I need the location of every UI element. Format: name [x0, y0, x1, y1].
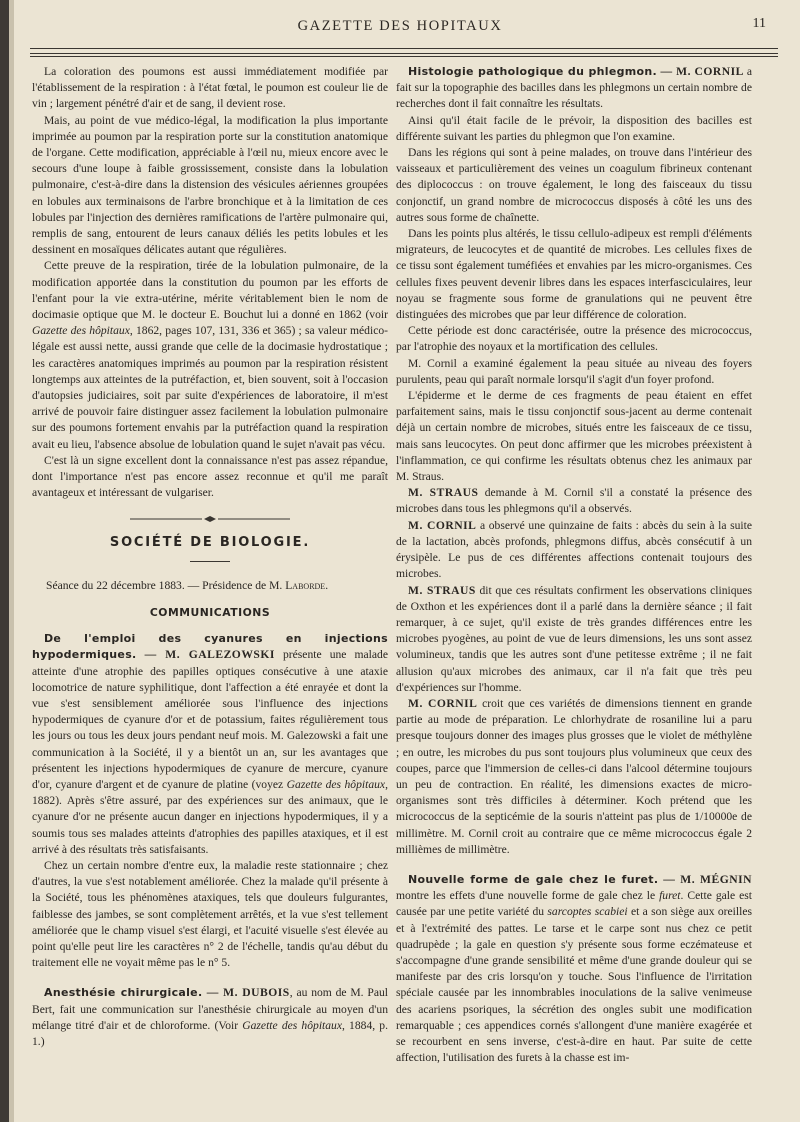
author-name: — M. GALEZOWSKI	[144, 648, 275, 662]
article-heading: De l'emploi des cyanures en injections hypodermiques.	[32, 632, 388, 662]
text-run: . Cette gale est causée par une petite variété du	[396, 889, 752, 919]
italic-term: furet	[659, 889, 681, 903]
paragraph: La coloration des poumons est aussi immédiatement modifiée par l'établissement de la respiration : à l'état fœtal, le poumon est couleur lie de vin ; largement pénétré d'air et de sang, il devient rose.	[32, 65, 388, 111]
discussion-straus	[396, 583, 752, 696]
journal-citation: Gazette des hôpitaux	[32, 324, 130, 338]
text-run: a observé une quinzaine de faits : abcès du sein à la suite de la lactation, abcès profonds, phlegmons diffus, abcès consécutif à un érysipèle. Le pus de ces différentes affections contenait toujours des microbes.	[396, 518, 752, 581]
president-name: Laborde	[285, 578, 326, 592]
author-name: — M. DUBOIS	[202, 986, 290, 1000]
paragraph: C'est là un signe excellent dont la connaissance n'est pas assez répandue, dont l'importance n'est pas encore assez reconnue et qu'il me paraît avantageux et intéressant de vulgariser.	[32, 453, 388, 500]
paragraph	[32, 258, 388, 452]
paragraph: L'épiderme et le derme de ces fragments de peau étaient en effet parfaitement sains, mais le tissu conjonctif sous-jacent au derme contenait déjà un certain nombre de microbes, situés entre les faisceaux de ce tissu, mais sans leucocytes. On peut donc affirmer que les microbes préexistent à l'inflammation, ce qui confirme les résultats obtenus chez les animaux par M. Straus.	[396, 389, 752, 484]
article-cyanures	[32, 631, 388, 858]
session-line	[32, 578, 388, 594]
paragraph: Chez un certain nombre d'entre eux, la maladie reste stationnaire ; chez d'autres, la vue s'est notablement améliorée. Chez la malade qu'il présente à la Société, tous les phénomènes ataxiques, tels que douleurs fulgurantes, faiblesse des jambes, se sont complètement arrêtés, et la vue s'est tellement améliorée que le champ visuel s'est élargi, et l'acuité visuelle s'est élevée au point qu'elle peut lire les caractères n° 2 de l'échelle, tandis qu'au début du traitement elle ne voyait même pas le n° 5.	[32, 858, 388, 970]
text-run: , 1882). Après s'être assuré, par des expériences sur des animaux, que le cyanure d'or ne présente aucun danger en injections hypodermiques, il y a soumis tous ses malades atteints d'atrophies des papilles ataxiques, et il est arrivé à des résultats très satisfaisants.	[32, 777, 388, 856]
header-rule	[30, 53, 778, 54]
article-heading: Nouvelle forme de gale chez le furet.	[408, 872, 659, 886]
discussion-cornil	[396, 696, 752, 858]
speaker-name: M. STRAUS	[408, 486, 479, 500]
text-run: Cette preuve de la respiration, tirée de la lobulation pulmonaire, de la modification apportée dans la constitution du poumon par les efforts de l'enfant pour la vie extra-utérine, mérite véritablement bien le nom de docimasie optique que M. le docteur E. Bouchut lui a donné en 1862 (voir	[32, 259, 388, 322]
speaker-name: M. CORNIL	[408, 518, 477, 532]
article-phlegmon	[396, 64, 752, 113]
author-name: — M. MÉGNIN	[658, 872, 752, 886]
paragraph: M. Cornil a examiné également la peau située au niveau des foyers purulents, peau qui paraît normale lorsqu'il s'agit d'un foyer profond.	[396, 356, 752, 386]
text-run: et a son siège aux oreilles et à l'extrémité des pattes. Le tarse et le carpe sont nus chez ce petit quadrupède ; la gale en question s'y présente sous forme eczémateuse et s'accompagne d'une grande sensibilité et même d'une grande douleur qui se manifeste par des cris lorsqu'on y touche. Sous l'influence de l'irritation spéciale causée par les innombrables inoculations de la salive venimeuse des acariens psoriques, la sécrétion des ongles subit une modification remarquable ; ces appendices cornés s'allongent d'une manière exagérée et se recourbent en sens inverse, c'est-à-dire en haut. Par suite de cette affection, l'utilisation des furets à la chasse est im-	[396, 905, 752, 1065]
paragraph: Dans les points plus altérés, le tissu cellulo-adipeux est rempli d'éléments migrateurs, de leucocytes et de quantité de microbes. Les cellules fixes de ce tissu sont également tuméfiées et envahies par les micro-organismes. Ces cellules fixes peuvent devenir libres dans les espaces interfasciculaires, leur noyau se fragmente sous forme de granulations qui ne peuvent être distinguées des microbes que par leur différence de coloration.	[396, 227, 752, 322]
section-title: SOCIÉTÉ DE BIOLOGIE.	[109, 535, 311, 551]
text-run: , 1862, pages 107, 131, 336 et 365) ; sa valeur médico-légale est aussi nette, aussi grande que celle de la docimasie hydrostatique ; les caractères anatomiques imprimés au poumon par la respiration résistent longtemps aux atteintes de la putréfaction, et, bien souvent, soit à l'occasion d'autopsies judiciaires, soit par suite d'expériences de laboratoire, il m'est arrivé de pouvoir faire distinguer assez facilement la lobulation pulmonaire sur des poumons fortement envahis par la putréfaction quand la respiration avait eu lieu, l'absence absolue de lobulation quand le sujet n'avait pas vécu.	[32, 324, 388, 451]
text-run: a fait sur la topographie des bacilles dans les phlegmons un certain nombre de recherches dont il fait connaître les résultats.	[396, 65, 752, 111]
section-ornament	[32, 514, 388, 524]
text-run: présente une malade atteinte d'une atrophie des papilles optiques consécutive à une ataxie locomotrice de nature syphilitique, dont l'affection a été enrayée et dont la vue s'est sensiblement améliorée sous l'influence des injections hypodermiques de cyanure d'or et de potassium, faites régulièrement tous les jours ou tous les deux jours pendant neuf mois. M. Galezowski a fait une communication à la Société, il y a bientôt un an, sur les avantages que présentent les injections hypodermiques de cyanure de mercure, cyanure d'or, cyanure d'argent et de cyanure de platine (voyez	[32, 648, 388, 791]
text-run: montre les effets d'une nouvelle forme de gale chez le	[396, 889, 660, 903]
journal-title: GAZETTE DES HOPITAUX	[297, 18, 503, 34]
text-run: , au nom de M. Paul Bert, fait une communication sur l'anesthésie chirurgicale au moyen d'un mélange titré d'air et de chloroforme. (Voir	[32, 986, 388, 1032]
article-heading: Anesthésie chirurgicale.	[44, 986, 203, 1000]
text-run: .	[325, 578, 329, 592]
text-run: demande à M. Cornil s'il a constaté la présence des microbes dans tous les phlegmons qu'il a observés.	[396, 486, 752, 516]
paragraph: Ainsi qu'il était facile de le prévoir, la disposition des bacilles est différente suivant les parties du phlegmon que l'on examine.	[396, 113, 752, 143]
right-column	[396, 64, 752, 1112]
binding-edge-paper	[9, 0, 14, 1122]
title-rule	[190, 561, 230, 562]
running-head	[0, 16, 800, 42]
discussion-straus	[396, 485, 752, 517]
page-number: 11	[752, 16, 766, 31]
journal-citation: Gazette des hôpitaux	[286, 777, 386, 791]
left-column	[32, 64, 388, 1112]
italic-term: sarcoptes scabiei	[547, 905, 628, 919]
header-rule	[30, 56, 778, 57]
author-name: — M. CORNIL	[657, 65, 744, 78]
paragraph: Cette période est donc caractérisée, outre la présence des micrococcus, par l'atrophie des noyaux et la mortification des cellules.	[396, 324, 752, 354]
header-rule	[30, 48, 778, 49]
text-run: dit que ces résultats confirment les observations cliniques de Oxthon et les expériences dont il a parlé dans la dernière séance ; il fait remarquer, à ce sujet, qu'il existe de très grandes différences entre les microbes pyogènes, au point de vue de leurs dimensions, les uns sont assez volumineux, tandis que les autres sont d'une petitesse extrême ; il ne fait allusion qu'aux microbes des animaux, car il n'a fait que très peu d'expériences sur l'homme.	[396, 583, 752, 694]
article-anesthesie	[32, 985, 388, 1050]
paragraph: Mais, au point de vue médico-légal, la modification la plus importante imprimée au poumon par la respiration porte sur la constitution anatomique de l'organe. Cette modification, appréciable à l'œil nu, mieux encore avec le secours d'une loupe à faible grossissement, consiste dans la lobulation pulmonaire, c'est-à-dire dans la distension des vésicules aériennes groupées en lobules aux terminaisons de l'arbre bronchique et à la limitation de ces lobules par l'injection des dernières ramifications de l'artère pulmonaire qui, remplis de sang, entourent de leurs canaux déliés les petits lobules et les dessinent en mosaïques délicates autant que régulières.	[32, 113, 388, 257]
subsection-heading: COMMUNICATIONS	[149, 605, 271, 619]
journal-citation: Gazette des hôpitaux	[242, 1018, 342, 1032]
discussion-cornil	[396, 518, 752, 583]
article-heading: Histologie pathologique du phlegmon.	[408, 65, 658, 78]
paragraph: Dans les régions qui sont à peine malades, on trouve dans l'intérieur des vaisseaux et particulièrement des veines un coagulum fibrineux contenant des diplococcus : on trouve également, le long des faisceaux du tissu conjonctif, un grand nombre de micrococcus disposés à côté les uns des autres sous forme de chaînette.	[396, 146, 752, 224]
speaker-name: M. CORNIL	[408, 696, 478, 710]
article-gale	[396, 872, 752, 1066]
binding-edge	[0, 0, 9, 1122]
text-run: , 1884, p. 1.)	[32, 1018, 388, 1048]
text-run: Séance du 22 décembre 1883. — Présidence de M.	[46, 578, 286, 592]
text-run: croit que ces variétés de dimensions tiennent en grande partie au mode de préparation. Le chlorhydrate de rosaniline lui a paru presque toujours donner des images plus grosses que le violet de méthylène ; en outre, les microbes du pus sont toujours plus volumineux que ceux des coupes, parce que l'immersion de celles-ci dans l'alcool détermine toujours un peu de contraction. En réalité, les dimensions exactes de micro-organismes sont très difficiles à déterminer. Koch prétend que les micrococcus de la septicémie de la souris n'atteint pas plus de 1/10000e de millimètre. M. Cornil croit au contraire que ce même micrococcus égale 2 millièmes de millimètre.	[396, 696, 752, 856]
speaker-name: M. STRAUS	[408, 583, 476, 597]
